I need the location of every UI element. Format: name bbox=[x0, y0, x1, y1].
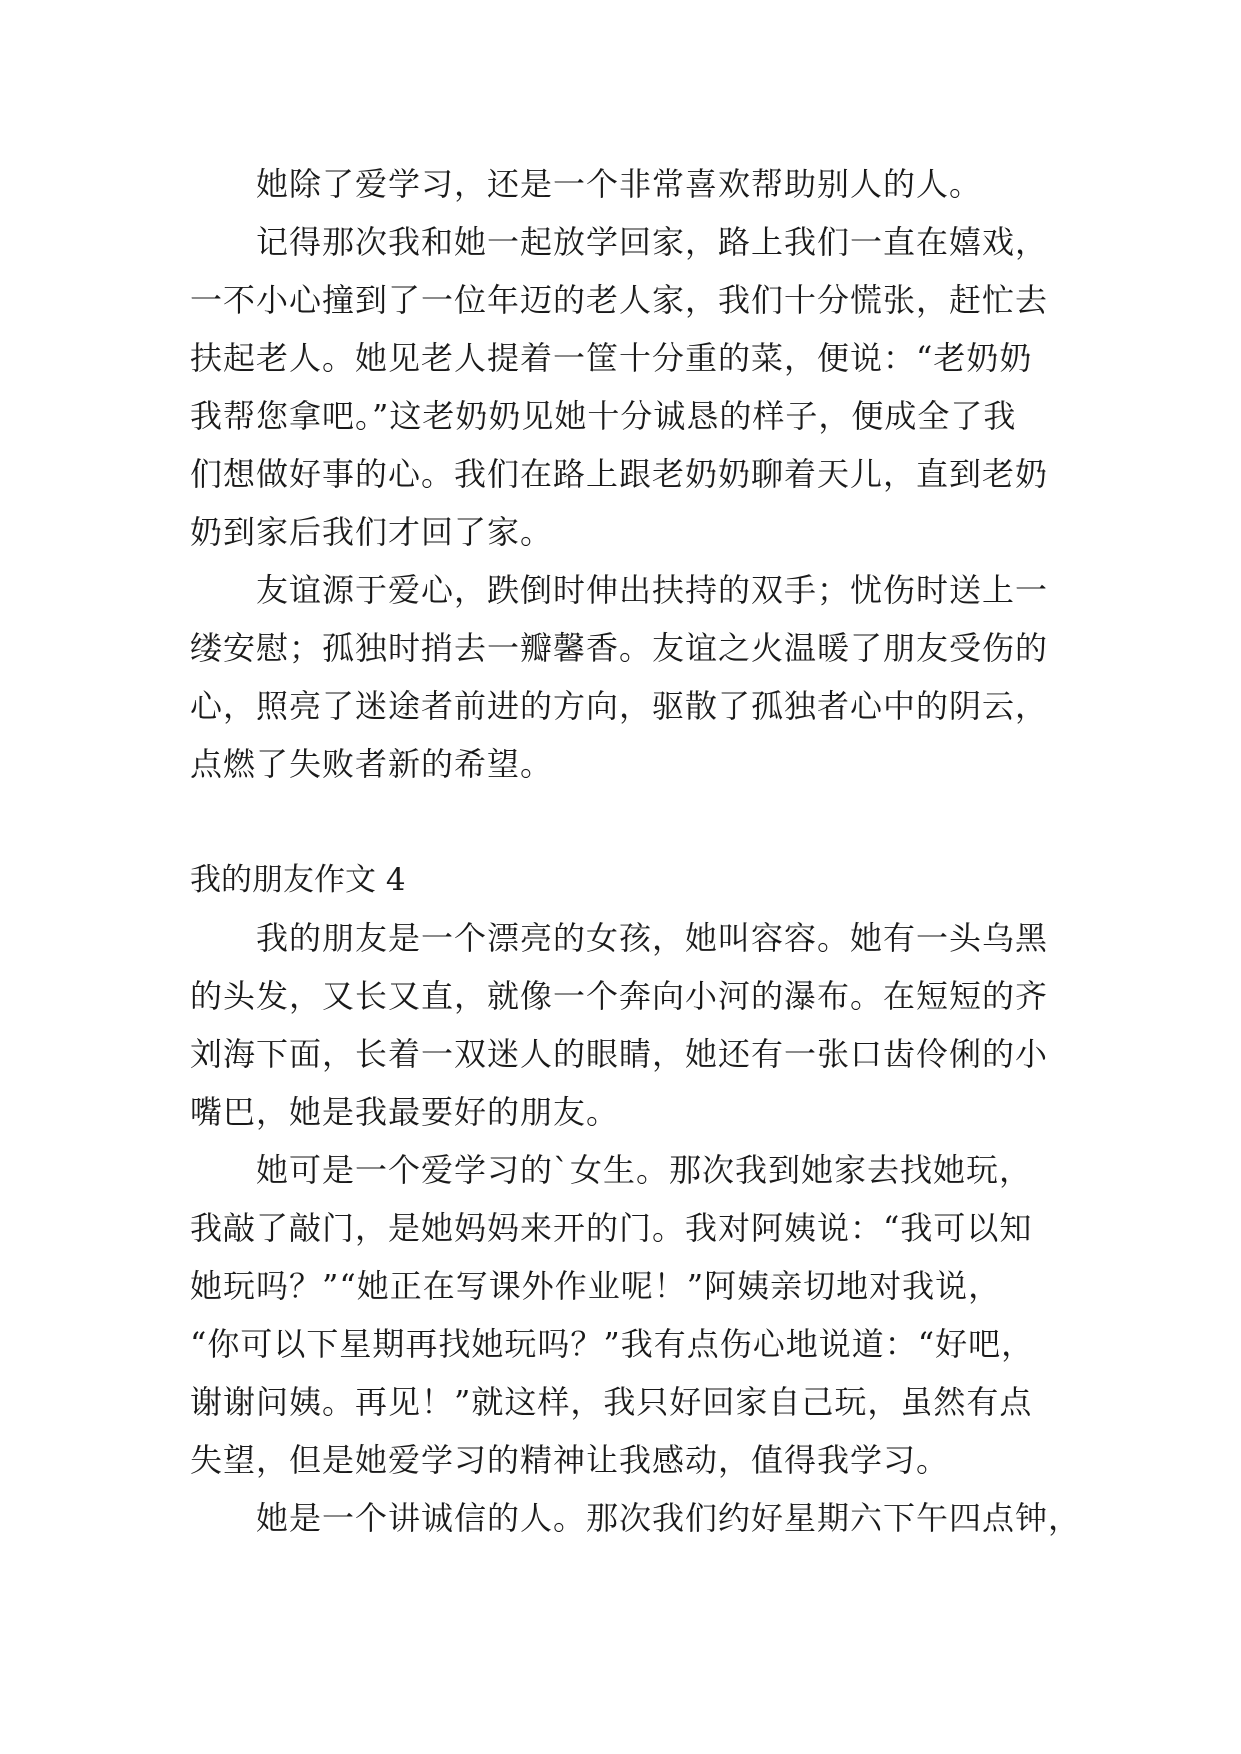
section-heading: 我的朋友作文 4 bbox=[190, 862, 406, 898]
paragraph-line: 扶起老人。她见老人提着一筐十分重的菜，便说：“老奶奶 bbox=[190, 339, 1033, 377]
paragraph-line: 点燃了失败者新的希望。 bbox=[190, 745, 554, 783]
paragraph-line: 们想做好事的心。我们在路上跟老奶奶聊着天儿，直到老奶 bbox=[190, 455, 1049, 493]
paragraph-line: 谢谢问姨。再见！”就这样，我只好回家自己玩，虽然有点 bbox=[190, 1383, 1033, 1421]
paragraph-line: “你可以下星期再找她玩吗？”我有点伤心地说道：“好吧， bbox=[190, 1325, 1035, 1363]
paragraph-line: 奶到家后我们才回了家。 bbox=[190, 513, 554, 551]
paragraph-line: 嘴巴，她是我最要好的朋友。 bbox=[190, 1093, 620, 1131]
paragraph-line: 我的朋友是一个漂亮的女孩，她叫容容。她有一头乌黑 bbox=[190, 919, 1049, 957]
paragraph-line: 她是一个讲诚信的人。那次我们约好星期六下午四点钟， bbox=[190, 1499, 1082, 1537]
paragraph-line: 的头发，又长又直，就像一个奔向小河的瀑布。在短短的齐 bbox=[190, 977, 1049, 1015]
paragraph-line: 心，照亮了迷途者前进的方向，驱散了孤独者心中的阴云， bbox=[190, 687, 1049, 725]
paragraph-line: 缕安慰；孤独时捎去一瓣馨香。友谊之火温暖了朋友受伤的 bbox=[190, 629, 1049, 667]
paragraph-line: 她除了爱学习，还是一个非常喜欢帮助别人的人。 bbox=[190, 165, 983, 203]
paragraph-line: 失望，但是她爱学习的精神让我感动，值得我学习。 bbox=[190, 1441, 950, 1479]
paragraph-line: 她可是一个爱学习的`女生。那次我到她家去找她玩， bbox=[190, 1151, 1033, 1189]
paragraph-line: 刘海下面，长着一双迷人的眼睛，她还有一张口齿伶俐的小 bbox=[190, 1035, 1049, 1073]
paragraph-line: 一不小心撞到了一位年迈的老人家，我们十分慌张，赶忙去 bbox=[190, 281, 1049, 319]
paragraph-line: 我敲了敲门，是她妈妈来开的门。我对阿姨说：“我可以知 bbox=[190, 1209, 1033, 1247]
paragraph-line: 友谊源于爱心，跌倒时伸出扶持的双手；忧伤时送上一 bbox=[190, 571, 1049, 609]
paragraph-line: 记得那次我和她一起放学回家，路上我们一直在嬉戏， bbox=[190, 223, 1049, 261]
paragraph-line: 她玩吗？”“她正在写课外作业呢！”阿姨亲切地对我说， bbox=[190, 1267, 1002, 1305]
paragraph-line: 我帮您拿吧。”这老奶奶见她十分诚恳的样子，便成全了我 bbox=[190, 397, 1017, 435]
